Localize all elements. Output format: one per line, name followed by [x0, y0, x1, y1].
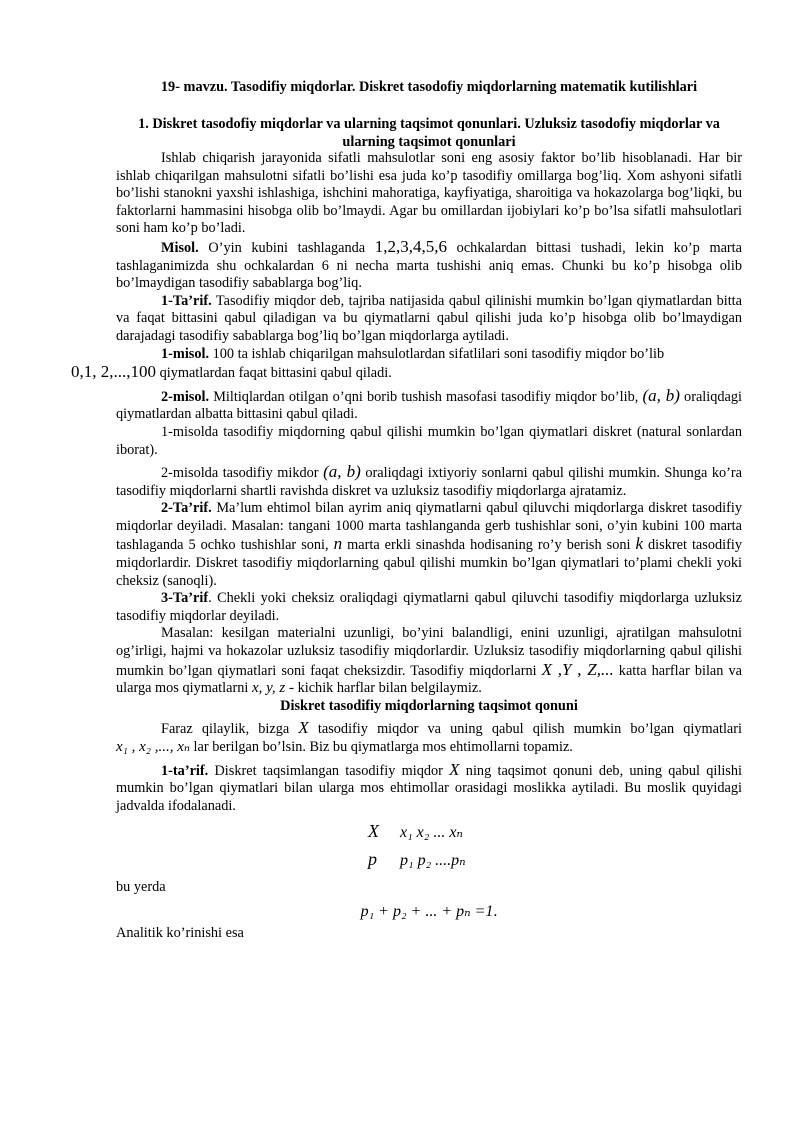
document-body [71, 150, 743, 942]
paragraph-definition-3: 3-Ta’rif. Chekli yoki cheksiz oraliqdagi qiymatlarni qabul qiluvchi tasodifiy miqdorlarga uzluksiz tasodifiy miqdorlar deyiladi. [116, 590, 742, 624]
distribution-table [116, 821, 742, 879]
bu-yerda-text: bu yerda [116, 879, 166, 896]
paragraph-distribution-definition: 1-ta’rif. Diskret taqsimlangan tasodifiy miqdor X ning taqsimot qonuni deb, uning qabul qilishi mumkin bo’lgan qiymatlari bilan ularga mos ehtimollar orasidagi moslikka aytiladi. Bu moslik quyidagi jadvalda ifodalanadi. [116, 759, 742, 814]
paragraph-intro: Ishlab chiqarish jarayonida sifatli mahsulotlar soni eng asosiy faktor bo’lib hisoblanadi. Har bir ishlab chiqarilgan mahsulotni sifatli bo’lishi esa juda ko’p tasodifiy omillarga bog’liq. Xom ashyoni sifatli bo’lishi stanokni yaxshi ishlashiga, ishchini mahoratiga, kayfiyatiga, sharoitiga va hokazolarga bog’liqki, bu faktorlarni hammasini hisobga olib bo’lmaydi. Agar bu omillardan ijobiylari ko’p bo’lsa sifatli mahsulotlari soni ham ko’p bo’ladi. [116, 150, 742, 237]
math-X-2: X [449, 759, 460, 779]
paragraph-definition-1: 1-Ta’rif. Tasodifiy miqdor deb, tajriba natijasida qabul qilinishi mumkin bo’lgan qiymatlardan bitta va faqat bittasini qabul qiladigan va bu qiymatlarni qabul qilishi juda ko’p hisobga olib bo’lmaydigan darajadagi tasodifiy sabablarga bog’liq bo’lgan miqdorlarga aytiladi. [116, 292, 742, 344]
section-heading-2: Diskret tasodifiy miqdorlarning taqsimot qonuni [280, 697, 578, 714]
example-lead: Misol. [161, 239, 199, 256]
math-X: X [298, 718, 309, 738]
paragraph-continuous-examples: Masalan: kesilgan materialni uzunligi, bo’yini balandligi, enini uzunligi, ajratilgan mahsulotni og’irligi, hajmi va hokazolar uzluksiz tasodifiy miqdorlardir. Uzluksiz tasodifiy miqdorlarning qabul qilishi mumkin bo’lgan qiymatlari soni faqat cheksizdir. Tasodifiy miqdorlarni X ,Y , Z,... katta harflar bilan va ularga mos qiymatlarni x, y, z - kichik harflar bilan belgilaymiz. [116, 625, 742, 697]
paragraph-definition-2: 2-Ta’rif. Ma’lum ehtimol bilan ayrim aniq qiymatlarni qabul qiluvchi miqdorlarga diskret tasodifiy miqdorlar deyiladi. Masalan: tangani 1000 marta tashlanganda gerb tushishlar soni, o’yin kubini 100 marta tashlaganda 5 ochko tushishlar soni, n marta erkli sinashda hodisaning ro’y berish soni k diskret tasodifiy miqdorlardir. Diskret tasodifiy miqdorlarning qabul qilishi mumkin bo’lgan qiymatlari to’plami chekli yoki cheksiz (sanoqli). [116, 500, 742, 589]
paragraph-suppose: Faraz qilaylik, bizga X tasodifiy miqdor va uning qabul qilish mumkin bo’lgan qiymatlari x₁ , x₂ ,..., xₙ lar berilgan bo’lsin. Biz bu qiymatlarga mos ehtimollarni topamiz. [116, 718, 742, 755]
paragraph-example: Misol. O’yin kubini tashlaganda 1,2,3,4,5,6 ochkalardan bittasi tushadi, lekin ko’p marta tashlaganimizda shu ochkalardan 6 ni necha marta tushishi aniq emas. Chunki bu ko’p hisobga olib bo’lmaydigan tasodifiy sabablarga bog’liq. [116, 236, 742, 292]
analitik-text: Analitik ko’rinishi esa [116, 924, 244, 941]
section-heading-1: 1. Diskret tasodofiy miqdorlar va ularning taqsimot qonunlari. Uzluksiz tasodofiy miqdorlar va ularning taqsimot qonunlari [138, 116, 720, 150]
math-n: n [333, 534, 343, 554]
paragraph-continuous-note: 2-misolda tasodifiy mikdor (a, b) oraliqdagi ixtiyoriy sonlarni qabul qilishi mumkin. Shunga ko’ra tasodifiy miqdorlarni shartli ravishda diskret va uzluksiz tasodifiy miqdorlarga ajratamiz. [116, 462, 742, 499]
table-row-probabilities: p p₁ p₂ ....pₙ [368, 849, 466, 870]
math-interval-ab-2: (a, b) [323, 462, 361, 482]
math-range-0-100: 0,1, 2,...,100 [71, 362, 156, 382]
paragraph-discrete-note: 1-misolda tasodifiy miqdorning qabul qilishi mumkin bo’lgan qiymatlari diskret (natural sonlardan iborat). [116, 423, 742, 458]
math-dice-values: 1,2,3,4,5,6 [374, 236, 448, 256]
page-title: 19- mavzu. Tasodifiy miqdorlar. Diskret tasodofiy miqdorlarning matematik kutilishlari [160, 79, 698, 95]
math-xyz-lower: x, y, z - [251, 680, 295, 697]
math-interval-ab: (a, b) [642, 385, 680, 405]
math-x-values: x₁ , x₂ ,..., xₙ [116, 739, 190, 755]
paragraph-example-2: 2-misol. Miltiqlardan otilgan o’qni borib tushish masofasi tasodifiy miqdor bo’lib, (a, b) oraliqdagi qiymatlardan albatta bittasini qabul qiladi. [116, 385, 743, 423]
paragraph-example-1: 1-misol. 100 ta ishlab chiqarilgan mahsulotlardan sifatlilari soni tasodifiy miqdor bo’lib 0,1, 2,...,100 qiymatlardan faqat bittasini qabul qiladi. [71, 345, 665, 382]
math-k: k [635, 534, 644, 554]
table-row-values: X x₁ x₂ ... xₙ [368, 821, 463, 842]
math-xyz-upper: X ,Y , Z,... [541, 659, 614, 679]
probability-sum-condition: p₁ + p₂ + ... + pₙ =1. [360, 902, 498, 920]
